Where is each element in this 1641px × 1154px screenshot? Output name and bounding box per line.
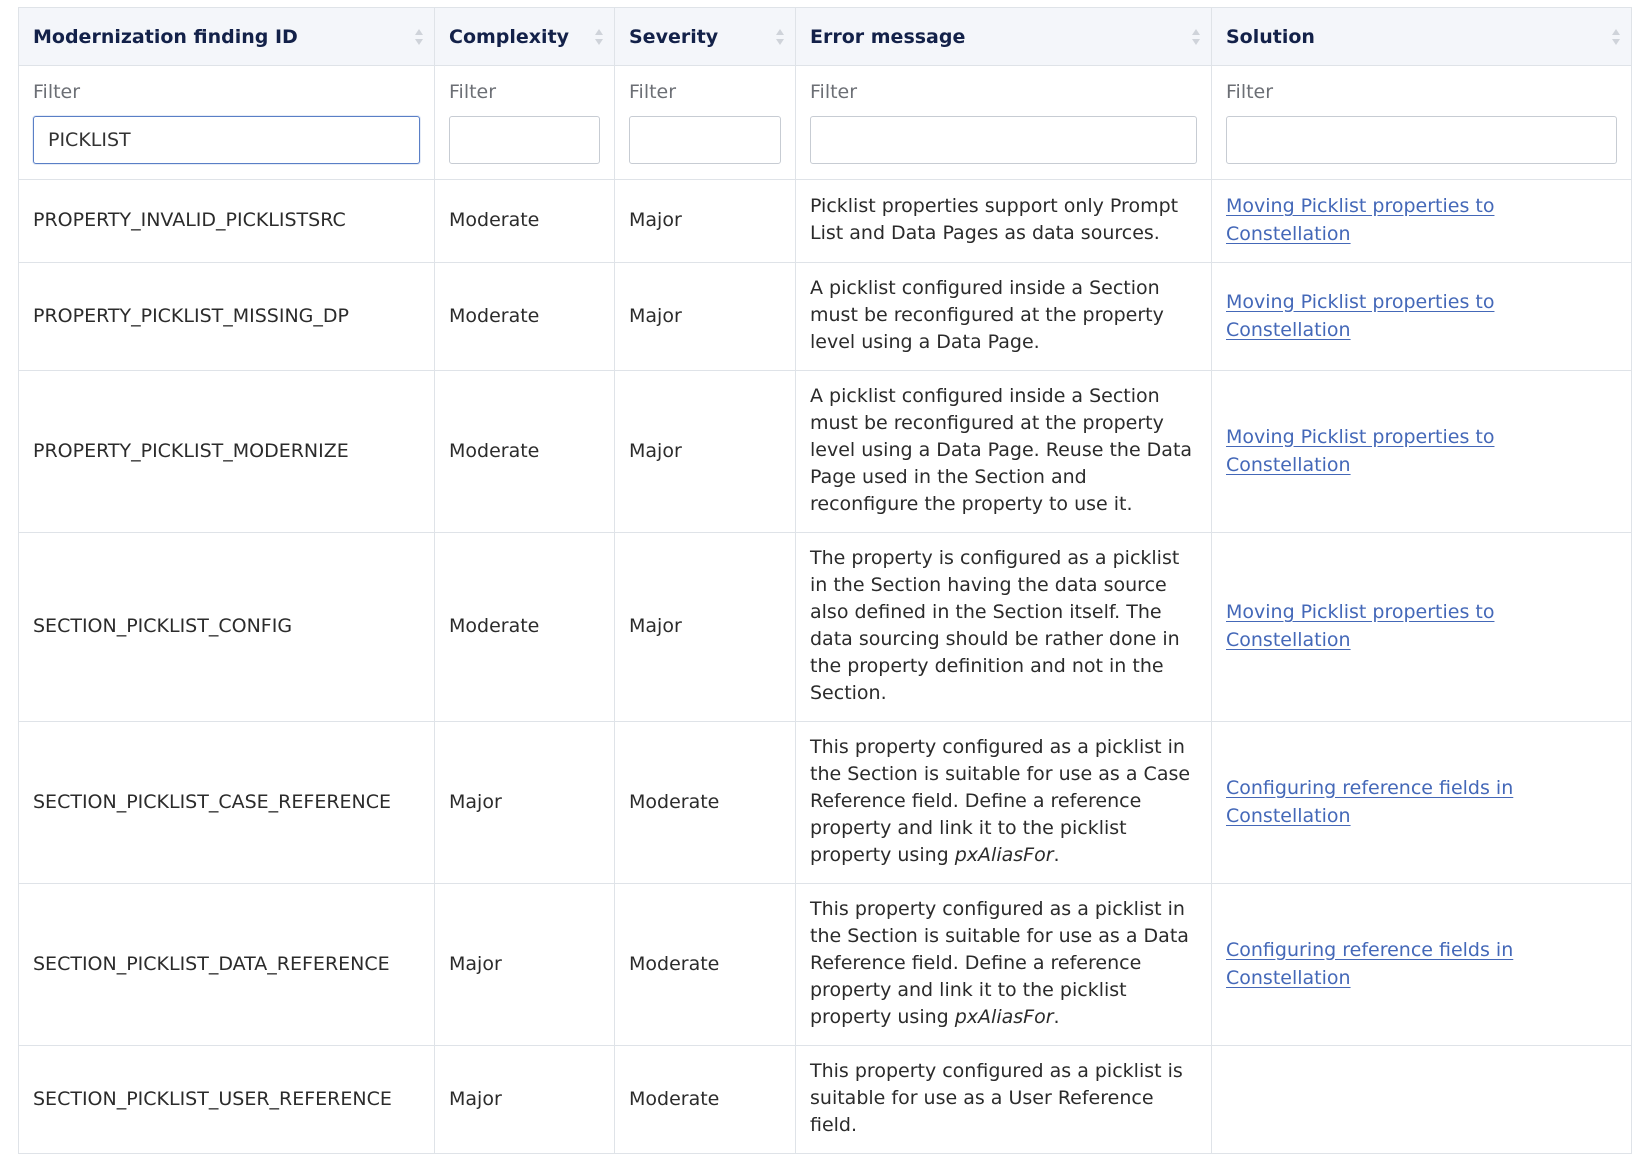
column-header-label: Complexity	[449, 25, 570, 48]
complexity-cell: Major	[435, 722, 615, 884]
finding-id-cell: SECTION_PICKLIST_USER_REFERENCE	[19, 1046, 435, 1154]
severity-cell: Major	[615, 533, 796, 722]
error-message-cell	[796, 371, 1212, 533]
solution-link[interactable]: Moving Picklist properties to Constellation	[1226, 290, 1495, 341]
solution-link[interactable]: Configuring reference fields in Constellation	[1226, 776, 1514, 827]
column-header-solution[interactable]	[1212, 8, 1632, 66]
column-header-error-message[interactable]	[796, 8, 1212, 66]
solution-link[interactable]: Moving Picklist properties to Constellation	[1226, 601, 1495, 651]
filter-cell-complexity	[435, 66, 615, 180]
table-row	[19, 533, 1632, 722]
filter-input-finding-id[interactable]	[33, 116, 420, 164]
error-message-cell	[796, 533, 1212, 722]
complexity-cell: Moderate	[435, 263, 615, 371]
finding-id-cell: SECTION_PICKLIST_DATA_REFERENCE	[19, 884, 435, 1046]
sort-icon[interactable]	[594, 27, 604, 47]
filter-label: Filter	[1226, 81, 1274, 103]
filter-input-severity[interactable]	[629, 116, 781, 164]
solution-link[interactable]: Moving Picklist properties to Constellation	[1226, 425, 1495, 476]
error-message-text: A picklist configured inside a Section must be reconfigured at the property level using a Data Page.	[810, 277, 1164, 353]
complexity-cell: Moderate	[435, 371, 615, 533]
error-message-cell	[796, 1046, 1212, 1154]
filter-cell-solution	[1212, 66, 1632, 180]
column-header-complexity[interactable]	[435, 8, 615, 66]
solution-link[interactable]: Moving Picklist properties to Constellation	[1226, 195, 1495, 245]
solution-cell	[1212, 180, 1632, 263]
sort-icon[interactable]	[1191, 27, 1201, 47]
table-row	[19, 371, 1632, 533]
solution-cell	[1212, 371, 1632, 533]
filter-cell-finding-id	[19, 66, 435, 180]
severity-cell: Major	[615, 371, 796, 533]
filter-input-complexity[interactable]	[449, 116, 600, 164]
severity-cell: Moderate	[615, 1046, 796, 1154]
solution-cell	[1212, 1046, 1632, 1154]
column-header-label: Error message	[810, 25, 966, 48]
column-header-severity[interactable]	[615, 8, 796, 66]
findings-table	[18, 7, 1632, 1154]
filter-label: Filter	[629, 81, 677, 103]
severity-cell: Moderate	[615, 884, 796, 1046]
column-header-label: Modernization finding ID	[33, 25, 298, 48]
error-message-text: Picklist properties support only Prompt List and Data Pages as data sources.	[810, 195, 1179, 244]
complexity-cell: Moderate	[435, 180, 615, 263]
filter-cell-severity	[615, 66, 796, 180]
column-header-label: Severity	[629, 25, 719, 48]
filter-label: Filter	[33, 81, 81, 103]
filter-label: Filter	[810, 81, 858, 103]
severity-cell: Major	[615, 263, 796, 371]
complexity-cell: Major	[435, 884, 615, 1046]
error-message-suffix: .	[1053, 844, 1060, 866]
finding-id-cell: PROPERTY_INVALID_PICKLISTSRC	[19, 180, 435, 263]
error-message-text: A picklist configured inside a Section must be reconfigured at the property level using a Data Page. Reuse the Data Page used in the Section and reconfigure the property to use it.	[810, 385, 1193, 515]
error-message-cell	[796, 884, 1212, 1046]
filter-input-error-message[interactable]	[810, 116, 1197, 164]
table-row	[19, 263, 1632, 371]
severity-cell: Major	[615, 180, 796, 263]
error-message-suffix: .	[1053, 1006, 1060, 1028]
filter-row	[19, 66, 1632, 180]
complexity-cell: Moderate	[435, 533, 615, 722]
solution-link[interactable]: Configuring reference fields in Constellation	[1226, 938, 1514, 989]
solution-cell	[1212, 263, 1632, 371]
error-message-text: This property configured as a picklist in the Section is suitable for use as a Case Reference field. Define a reference property and link it to the picklist property using	[810, 736, 1191, 866]
error-message-text: This property configured as a picklist in the Section is suitable for use as a Data Reference field. Define a reference property and link it to the picklist property using	[810, 898, 1189, 1028]
sort-icon[interactable]	[414, 27, 424, 47]
error-message-emphasis: pxAliasFor	[954, 1006, 1054, 1028]
solution-cell	[1212, 533, 1632, 722]
finding-id-cell: SECTION_PICKLIST_CASE_REFERENCE	[19, 722, 435, 884]
error-message-cell	[796, 263, 1212, 371]
filter-label: Filter	[449, 81, 497, 103]
filter-input-solution[interactable]	[1226, 116, 1617, 164]
table-row	[19, 722, 1632, 884]
finding-id-cell: PROPERTY_PICKLIST_MISSING_DP	[19, 263, 435, 371]
solution-cell	[1212, 884, 1632, 1046]
complexity-cell: Major	[435, 1046, 615, 1154]
error-message-emphasis: pxAliasFor	[954, 844, 1054, 866]
error-message-cell	[796, 180, 1212, 263]
column-header-finding-id[interactable]	[19, 8, 435, 66]
error-message-text: The property is configured as a picklist in the Section having the data source also defined in the Section itself. The data sourcing should be rather done in the property definition and not in the Section.	[810, 547, 1180, 704]
finding-id-cell: SECTION_PICKLIST_CONFIG	[19, 533, 435, 722]
sort-icon[interactable]	[1611, 27, 1621, 47]
table-row	[19, 1046, 1632, 1154]
error-message-cell	[796, 722, 1212, 884]
filter-cell-error-message	[796, 66, 1212, 180]
error-message-text: This property configured as a picklist is suitable for use as a User Reference field.	[810, 1060, 1183, 1136]
table-row	[19, 180, 1632, 263]
findings-table-container	[18, 7, 1631, 1154]
column-header-label: Solution	[1226, 25, 1315, 48]
sort-icon[interactable]	[775, 27, 785, 47]
finding-id-cell: PROPERTY_PICKLIST_MODERNIZE	[19, 371, 435, 533]
header-row	[19, 8, 1632, 66]
solution-cell	[1212, 722, 1632, 884]
table-row	[19, 884, 1632, 1046]
severity-cell: Moderate	[615, 722, 796, 884]
